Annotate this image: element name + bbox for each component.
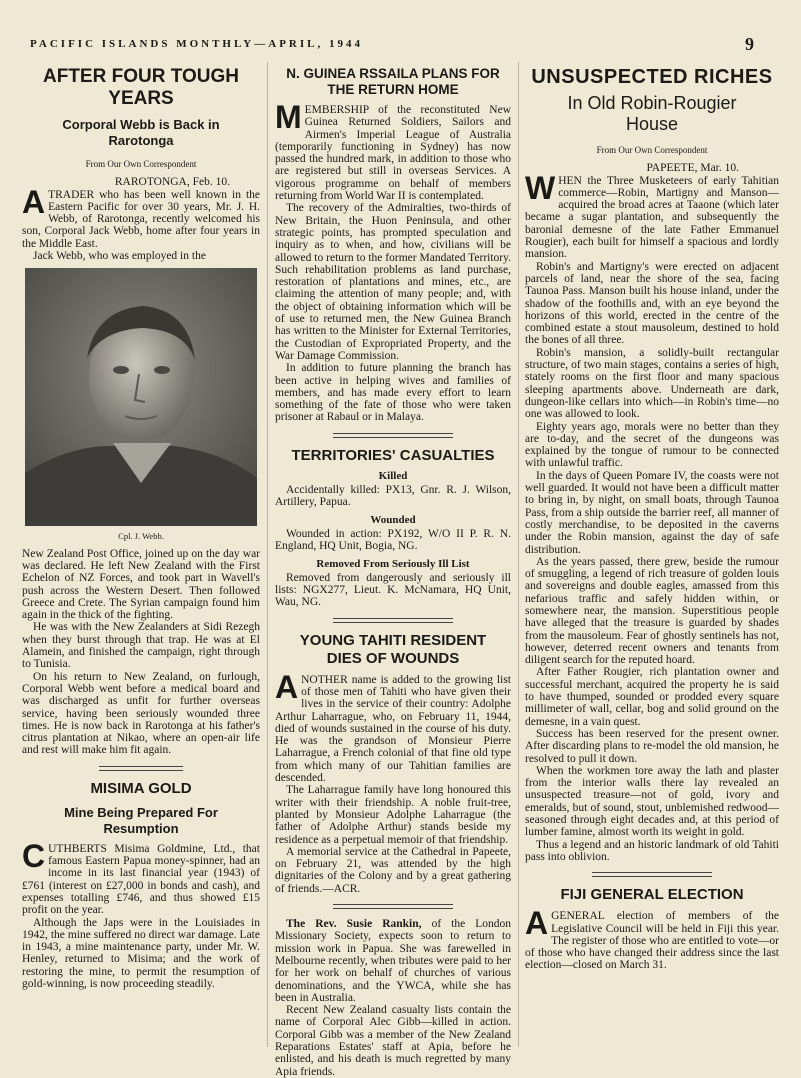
column-rule — [267, 62, 268, 1047]
section-divider — [592, 872, 712, 877]
subhead: Wounded — [370, 513, 416, 526]
paragraph: New Zealand Post Office, joined up on the day war was declared. He left New Zealand with the First Echelon of NZ Forces, and took part in Wavell's push across the Western Desert. Then followed Greece and Crete. The Syrian campaign found him again in the thick of the fighting. — [22, 547, 260, 622]
section-divider — [333, 618, 453, 623]
drop-cap: C — [22, 837, 46, 874]
article-title: FIJI GENERAL ELECTION — [560, 886, 744, 904]
paragraph: Wounded in action: PX192, W/O II P. R. N. England, HQ Unit, Bogia, NG. — [275, 527, 511, 553]
paragraph: Robin's and Martigny's were erected on adjacent parcels of land, near the shore of the sea, facing Taunoa Pass. Manson built his house inland, under the shadow of the foothills and, with an eye beyond the horizons of this world, erected in the centre of the combined estate a stout mausoleum, destined to hold the bones of all three. — [525, 260, 779, 347]
paragraph: On his return to New Zealand, on furlough, Corporal Webb went before a medical board and was discharged as unfit for further overseas service, having been seriously wounded three times. He is now back in Rarotonga at his father's citrus plantation at Nikao, where an open-air life and rest will make him fit again. — [22, 670, 260, 757]
paragraph: MEMBERSHIP of the reconstituted New Guinea Returned Soldiers, Sailors and Airmen's Imperial League of Australia (temporarily functioning in Sydney) has now passed the hundred mark, in addition to those who are registered but still in overseas Services. A vigorous programme on behalf of members returning from World War II is contemplated. — [275, 99, 511, 203]
page-number: 9 — [745, 34, 754, 54]
paragraph: Recent New Zealand casualty lists contain the name of Corporal Alec Gibb—killed in action. Corporal Gibb was a member of the New Zealand Reparations Estates' staff at Apia, before he enlisted, and his death is much regretted by many Apia friends. — [275, 1004, 511, 1078]
paragraph: Thus a legend and an historic landmark of old Tahiti pass into oblivion. — [525, 838, 779, 863]
running-head: PACIFIC ISLANDS MONTHLY—APRIL, 1944 — [30, 38, 363, 50]
article-title: N. GUINEA RSSAILA PLANS FOR THE RETURN HOME — [286, 66, 500, 97]
paragraph: The Laharrague family have long honoured this writer with their friendship. A noble fruit-tree, planted by Monsieur Adolphe Laharrague (the father of Adolphe Arthur) stands beside my residence as a perpetual memoir of that friendship. — [275, 784, 511, 846]
article-subtitle: Corporal Webb is Back in Rarotonga — [62, 117, 220, 148]
paragraph: In addition to future planning the branch has been active in helping wives and families of members, and has made every effort to learn something of the fate of those who were taken prisoner at Rabaul or in Malaya. — [275, 362, 511, 424]
paragraph: The Rev. Susie Rankin, of the London Missionary Society, expects soon to return to mission work in Papua. She was farewelled in Melbourne recently, when tributes were paid to her for her work on behalf of churches of various denominations, and the YWCA, while she has been in Australia. — [275, 918, 512, 1004]
article-title: AFTER FOUR TOUGH YEARS — [43, 66, 239, 109]
section-divider — [333, 904, 453, 909]
portrait-photo — [25, 268, 257, 526]
paragraph: CUTHBERTS Misima Goldmine, Ltd., that famous Eastern Papua money-spinner, had an income in its last financial year (1943) of £761 (interest on £27,000 in bonds and cash), and expenses totalling £746, and thus showed £15 profit on the year. — [22, 837, 260, 917]
section-divider — [99, 766, 183, 771]
drop-cap: W — [525, 169, 556, 206]
paragraph: Jack Webb, who was employed in the — [33, 250, 206, 263]
byline: From Our Own Correspondent — [596, 145, 708, 155]
subhead: Removed From Seriously Ill List — [316, 557, 470, 570]
paragraph: He was with the New Zealanders at Sidi Rezegh when they burst through that trap. He was at El Alamein, and finished the campaign, right through to Tunisia. — [22, 621, 260, 671]
column-rule — [518, 62, 519, 1047]
paragraph: ANOTHER name is added to the growing list of those men of Tahiti who have given their lives in the service of their country: Adolphe Arthur Laharrague, who, on February 11, 1944, died of wounds sustained in the course of his duty. He was the grandson of Monsieur Pierre Laharrague, a French colonial of that fine old type from which many of our Tahitian families are descended. — [275, 668, 511, 785]
paragraph: As the years passed, there grew, beside the rumour of smuggling, a legend of rich treasure of golden louis and sovereigns and double eagles, amassed from this nefarious traffic and safely hidden within, or somewhere near, the mansion. Superstitious people have alleged that the treasure is guarded by shades from the mausoleum. Fear of ghostly sentinels has not, however, deterred recent owners and tenants from diligent search for the reputed hoard. — [525, 555, 779, 667]
column-2 — [275, 62, 511, 1078]
paragraph: The recovery of the Admiralties, two-thirds of New Britain, the Huon Peninsula, and other strategic points, has prompted speculation and inquiry as to when, and how, civilians will be allowed to return to the former Mandated Territory. Such rehabilitation problems as land purchase, restoration of plantations and mines, etc., are claiming the attention of many people; and, with the object of obtaining information which will be of use to returned men, the New Guinea Branch has written to the Minister for External Territories, the Custodian of Expropriated Property, and the War Damage Commission. — [275, 202, 511, 362]
article-title: YOUNG TAHITI RESIDENT DIES OF WOUNDS — [299, 631, 487, 667]
paragraph: Eighty years ago, morals were no better than they are to-day, and the secret of the dungeons was explained by the tongue of rumour to be connected with unlawful traffic. — [525, 420, 779, 470]
column-3 — [525, 62, 779, 972]
paragraph: After Father Rougier, rich plantation owner and successful merchant, acquired the property he is said to have thumped, sounded or prodded every square millimeter of wall, cellar, bog and solid ground on the demesne, in a vain quest. — [525, 666, 779, 728]
drop-cap: A — [22, 183, 46, 220]
dateline: PAPEETE, Mar. 10. — [646, 162, 739, 175]
paragraph: WHEN the Three Musketeers of early Tahitian commerce—Robin, Martigny and Manson—acquired the broad acres at Taaone (which later became a sugar plantation, and subsequently the baronial demesne of the late Father Emmanuel Rougier), each built for himself a spacious and lordly mansion. — [525, 169, 779, 261]
article-subtitle: In Old Robin-Rougier House — [567, 93, 737, 134]
paragraph: ATRADER who has been well known in the Eastern Pacific for over 30 years, Mr. J. H. Webb, of Rarotonga, recently welcomed his son, Corporal Jack Webb, home after four years in the Middle East. — [22, 183, 260, 250]
paragraph: When the workmen tore away the lath and plaster from the interior walls there lay revealed an unsuspected treasure—not of gold, ivory and emeralds, but of sound, stout, unblemished redwood—seasoned through eight decades and, at this period of lumber famine, almost worth its weight in gold. — [525, 764, 779, 839]
section-divider — [333, 433, 453, 438]
column-1 — [22, 62, 260, 990]
paragraph: Accidentally killed: PX13, Gnr. R. J. Wilson, Artillery, Papua. — [275, 484, 511, 509]
paragraph: A memorial service at the Cathedral in Papeete, on February 21, was attended by the high dignitaries of the Colony and by a great gathering of friends.—ACR. — [275, 845, 511, 895]
subhead: Killed — [378, 469, 408, 482]
portrait-image — [25, 268, 257, 526]
drop-cap: M — [275, 99, 302, 135]
dateline: RAROTONGA, Feb. 10. — [114, 176, 230, 189]
paragraph: In the days of Queen Pomare IV, the coasts were not well guarded. It would not have been a difficult matter to bring in, by night, on small boats, through Taunoa Pass, from a ship outside the barrier reef, all manner of costly merchandise, to be deposited in the caverns under the Robin mansion, against the day of safe distribution. — [525, 469, 779, 556]
drop-cap: A — [525, 905, 549, 942]
drop-cap: A — [275, 668, 299, 705]
article-title: TERRITORIES' CASUALTIES — [291, 446, 495, 464]
byline: From Our Own Correspondent — [85, 159, 197, 169]
article-title: MISIMA GOLD — [90, 779, 192, 797]
paragraph: Although the Japs were in the Louisiades in 1942, the mine suffered no direct war damage. Late in 1943, a mine maintenance party, under Mr. W. Henley, returned to Misima; and the work of restoring the mine, to permit the resumption of gold-winning, is now proceeding steadily. — [22, 916, 260, 990]
article-subtitle: Mine Being Prepared For Resumption — [64, 804, 218, 836]
paragraph: Removed from dangerously and seriously ill lists: NGX277, Lieut. K. McNamara, HQ Unit, Wau, NG. — [275, 571, 511, 609]
photo-caption: Cpl. J. Webb. — [118, 531, 164, 542]
paragraph: Success has been reserved for the present owner. After discarding plans to re-model the old mansion, he resolved to pull it down. — [525, 727, 779, 765]
article-title: UNSUSPECTED RICHES — [531, 66, 773, 88]
paragraph: AGENERAL election of members of the Legislative Council will be held in Fiji this year. The register of those who are entitled to vote—or of those who have changed their address since the last election—closed on March 31. — [525, 905, 779, 972]
paragraph: Robin's mansion, a solidly-built rectangular structure, of two main stages, contains a series of high, stately rooms on the first floor and many spacious sleeping apartments above. Underneath are dark, dungeon-like cellars into which—in Robin's time—no one was allowed to look. — [525, 346, 779, 421]
